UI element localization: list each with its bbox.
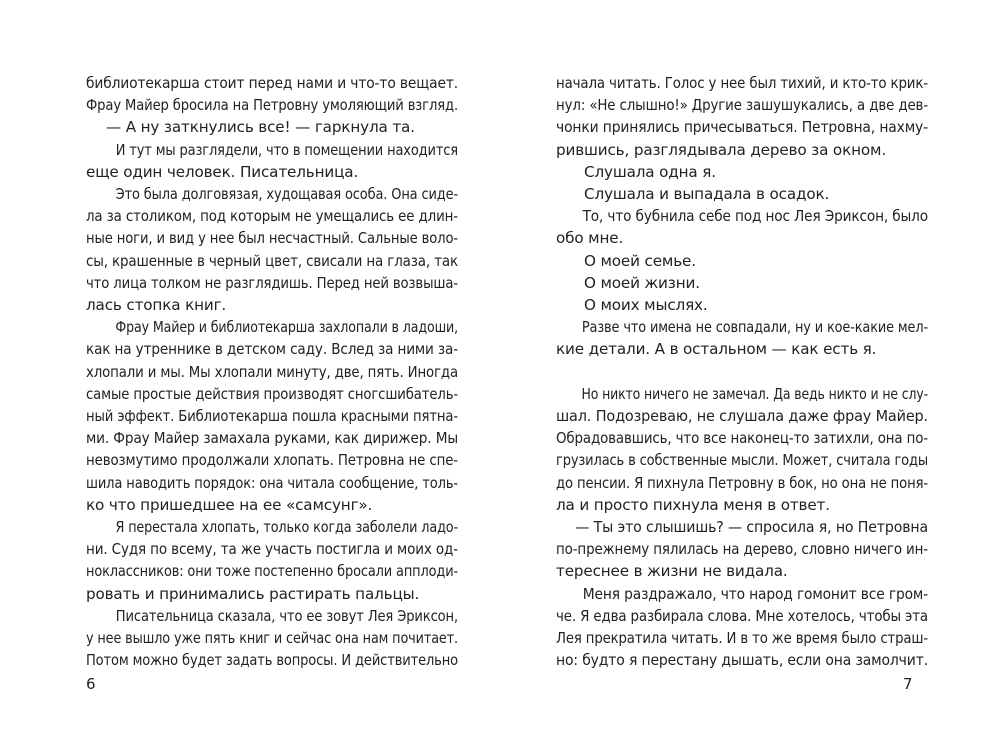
text-line: нул: «Не слышно!» Другие зашушукались, а две дев-: [556, 96, 928, 115]
text-line: тереснее в жизни не видала.: [556, 562, 788, 581]
text-line: Слушала и выпадала в осадок.: [584, 185, 830, 204]
text-line: ко что пришедшее на ее «самсунг».: [86, 495, 373, 514]
text-line: грузилась в собственные мысли. Может, считала годы: [556, 451, 928, 470]
text-line: О моей семье.: [584, 251, 696, 270]
text-line: — А ну заткнулись все! — гаркнула та.: [106, 118, 415, 137]
text-line: Я перестала хлопать, только когда заболели ладо-: [115, 518, 459, 537]
text-line: лась стопка книг.: [86, 296, 227, 315]
text-line: Писательница сказала, что ее зовут Лея Эриксон,: [115, 606, 459, 625]
text-line: как на утреннике в детском саду. Вслед за ними за-: [86, 340, 458, 359]
text-line: ный эффект. Библиотекарша пошла красными пятна-: [86, 407, 458, 426]
text-line: О моей жизни.: [584, 273, 700, 292]
text-line: ла за столиком, под которым не умещались ее длин-: [86, 207, 458, 226]
text-line: О моих мыслях.: [584, 296, 708, 315]
text-line: ни. Судя по всему, та же участь постигла и моих од-: [86, 540, 458, 559]
text-line: обо мне.: [556, 229, 624, 248]
text-line: ноклассников: они тоже постепенно бросали апплоди-: [86, 562, 458, 581]
text-line: Обрадовавшись, что все наконец-то затихли, она по-: [556, 429, 928, 448]
section-break: [556, 361, 928, 383]
page-number-left: 6: [86, 675, 96, 693]
text-line: шал. Подозреваю, не слушала даже фрау Майер.: [556, 407, 928, 426]
text-line: рившись, разглядывала дерево за окном.: [556, 140, 887, 159]
right-page-text: [556, 72, 928, 671]
text-line: Слушала одна я.: [584, 162, 716, 181]
text-line: ми. Фрау Майер замахала руками, как дирижер. Мы: [86, 429, 458, 448]
text-line: еще один человек. Писательница.: [86, 162, 359, 181]
page-number-right: 7: [903, 675, 913, 693]
text-line: по-прежнему пялилась на дерево, словно ничего ин-: [556, 540, 928, 559]
text-line: Это была долговязая, худощавая особа. Она сиде-: [115, 185, 459, 204]
text-line: самые простые действия производят сногсшибатель-: [86, 384, 458, 403]
text-line: Разве что имена не совпадали, ну и кое-какие мел-: [581, 318, 928, 337]
text-line: до пенсии. Я пихнула Петровну в бок, но она не поня-: [556, 473, 928, 492]
text-line: библиотекарша стоит перед нами и что-то вещает.: [86, 74, 458, 92]
text-line: ровать и принимались растирать пальцы.: [86, 584, 420, 603]
text-line: То, что бубнила себе под нос Лея Эриксон, было: [582, 207, 928, 226]
text-line: И тут мы разглядели, что в помещении находится: [115, 140, 458, 159]
text-line: хлопали и мы. Мы хлопали минуту, две, пять. Иногда: [86, 362, 458, 381]
text-line: Фрау Майер и библиотекарша захлопали в ладоши,: [115, 318, 458, 337]
text-line: — Ты это слышишь? — спросила я, но Петровна: [575, 518, 928, 537]
text-line: сы, крашенные в черный цвет, свисали на глаза, так: [86, 251, 458, 270]
text-line: че. Я едва разбирала слова. Мне хотелось, чтобы эта: [556, 606, 928, 625]
text-line: Фрау Майер бросила на Петровну умоляющий взгляд.: [86, 96, 458, 115]
text-line: невозмутимо продолжали хлопать. Петровна не спе-: [86, 451, 458, 470]
text-line: шила наводить порядок: она читала сообщение, толь-: [86, 473, 458, 492]
text-line: Меня раздражало, что народ гомонит все гром-: [582, 584, 928, 603]
text-line: кие детали. А в остальном — как есть я.: [556, 340, 877, 359]
text-line: Лея прекратила читать. И в то же время было страш-: [556, 629, 928, 648]
text-line: что лица толком не разглядишь. Перед ней возвыша-: [86, 273, 458, 292]
text-line: ла и просто пихнула меня в ответ.: [556, 495, 830, 514]
text-line: чонки принялись причесываться. Петровна, нахму-: [556, 118, 928, 137]
left-page-text: [86, 72, 458, 671]
text-line: но: будто я перестану дышать, если она замолчит.: [556, 651, 928, 670]
text-line: у нее вышло уже пять книг и сейчас она нам почитает.: [86, 629, 458, 648]
text-line: Потом можно будет задать вопросы. И действительно: [86, 651, 458, 670]
text-line: Но никто ничего не замечал. Да ведь никто и не слу-: [581, 384, 928, 403]
text-line: ные ноги, и вид у нее был несчастный. Сальные воло-: [86, 229, 458, 248]
text-line: начала читать. Голос у нее был тихий, и кто-то крик-: [556, 74, 928, 92]
